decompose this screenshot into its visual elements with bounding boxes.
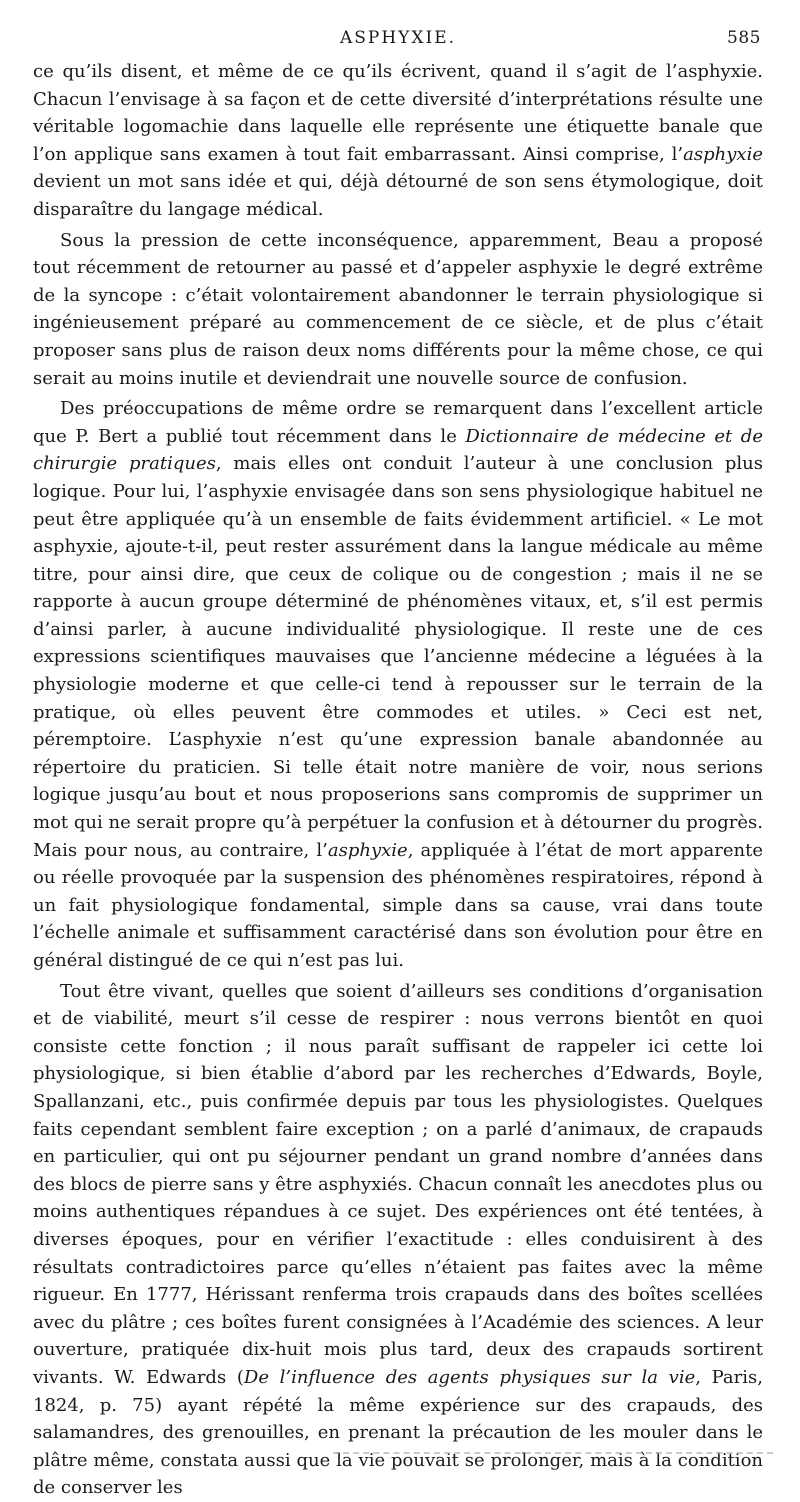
text-run: , appliquée à l’état de mort apparente ou réelle provoquée par la suspension des phénomènes respiratoires, répond à un fait physiologique fondamental, simple dans sa cause, vrai dans toute l’échelle animale et suffisamment caractérisé dans son évolution pour être en général distingué de ce qui n’est pas lui. xyxy=(33,839,764,971)
text-run: , mais elles ont conduit l’auteur à une conclusion plus logique. Pour lui, l’asphyxie envisagée dans son sens physiologique habituel ne peut être appliquée qu’à un ensemble de faits évidemment artificiel. « Le mot asphyxie, ajoute-t-il, peut rester assurément dans la langue médicale au même titre, pour ainsi dire, que ceux de colique ou de congestion ; mais il ne se rapporte à aucun groupe déterminé de phénomènes vitaux, et, s’il est permis d’ainsi parler, à aucune individualité physiologique. Il reste une de ces expressions scientifiques mauvaises que l’ancienne médecine a léguées à la physiologie moderne et que celle-ci tend à repousser sur le terrain de la pratique, où elles peuvent être commodes et utiles. » Ceci est net, péremptoire. L’asphyxie n’est qu’une expression banale abandonnée au répertoire du praticien. Si telle était notre manière de voir, nous serions logique jusqu’au bout et nous proposerions sans compromis de supprimer un mot qui ne serait propre qu’à perpétuer la confusion et à détourner du progrès. Mais pour nous, au contraire, l’ xyxy=(33,453,763,861)
text-run: , Paris, 1824, p. 75) ayant répété la même expérience sur des crapauds, des salamandres, des grenouilles, en prenant la précaution de les mouler dans le plâtre même, constata aussi que la vie pouvait se prolonger, mais à la condition de conserver les xyxy=(33,1366,763,1499)
running-head xyxy=(33,26,763,58)
italic-title: Dictionnaire de médecine et de chirurgie pratiques xyxy=(33,425,763,475)
document-page xyxy=(33,26,764,1499)
paragraph xyxy=(33,58,763,224)
italic-term: asphyxie xyxy=(327,839,408,861)
text-run: Des préoccupations de même ordre se remarquent dans l’excellent article que P. Bert a publié tout récemment dans le xyxy=(33,398,763,447)
body-text xyxy=(33,58,763,1502)
text-run: devient un mot sans idée et qui, déjà détourné de son sens étymologique, doit disparaître du langage médical. xyxy=(33,171,763,220)
italic-title: De l’influence des agents physiques sur la vie xyxy=(243,1366,696,1388)
paragraph xyxy=(33,978,763,1502)
page-number: 585 xyxy=(727,28,761,48)
paragraph xyxy=(33,395,763,974)
scan-artifact-rule xyxy=(333,1452,773,1454)
italic-term: asphyxie xyxy=(683,143,763,165)
text-run: Sous la pression de cette inconséquence, apparemment, Beau a proposé tout récemment de retourner au passé et d’appeler asphyxie le degré extrême de la syncope : c’était volontairement abandonner le terrain physiologique si ingénieusement préparé au commencement de ce siècle, et de plus c’était proposer sans plus de raison deux noms différents pour la même chose, ce qui serait au moins inutile et deviendrait une nouvelle source de confusion. xyxy=(33,229,763,389)
text-run: ce qu’ils disent, et même de ce qu’ils écrivent, quand il s’agit de l’asphyxie. Chacun l’envisage à sa façon et de cette diversité d’interprétations résulte une véritable logomachie dans laquelle elle représente une étiquette banale que l’on applique sans examen à tout fait embarrassant. Ainsi comprise, l’ xyxy=(33,61,763,165)
paragraph xyxy=(33,227,763,393)
running-title: ASPHYXIE. xyxy=(339,28,457,48)
text-run: Tout être vivant, quelles que soient d’ailleurs ses conditions d’organisation et de viabilité, meurt s’il cesse de respirer : nous verrons bientôt en quoi consiste cette fonction ; il nous paraît suffisant de rappeler ici cette loi physiologique, si bien établie d’abord par les recherches d’Edwards, Boyle, Spallanzani, etc., puis confirmée depuis par tous les physiologistes. Quelques faits cependant semblent faire exception ; on a parlé d’animaux, de crapauds en particulier, qui ont pu séjourner pendant un grand nombre d’années dans des blocs de pierre sans y être asphyxiés. Chacun connaît les anecdotes plus ou moins authentiques répandues à ce sujet. Des expériences ont été tentées, à diverses époques, pour en vérifier l’exactitude : elles conduisirent à des résultats contradictoires parce qu’elles n’étaient pas faites avec la même rigueur. En 1777, Hérissant renferma trois crapauds dans des boîtes scellées avec du plâtre ; ces boîtes furent consignées à l’Académie des sciences. A leur ouverture, pratiquée dix-huit mois plus tard, deux des crapauds sortirent vivants. W. Edwards ( xyxy=(33,980,763,1388)
